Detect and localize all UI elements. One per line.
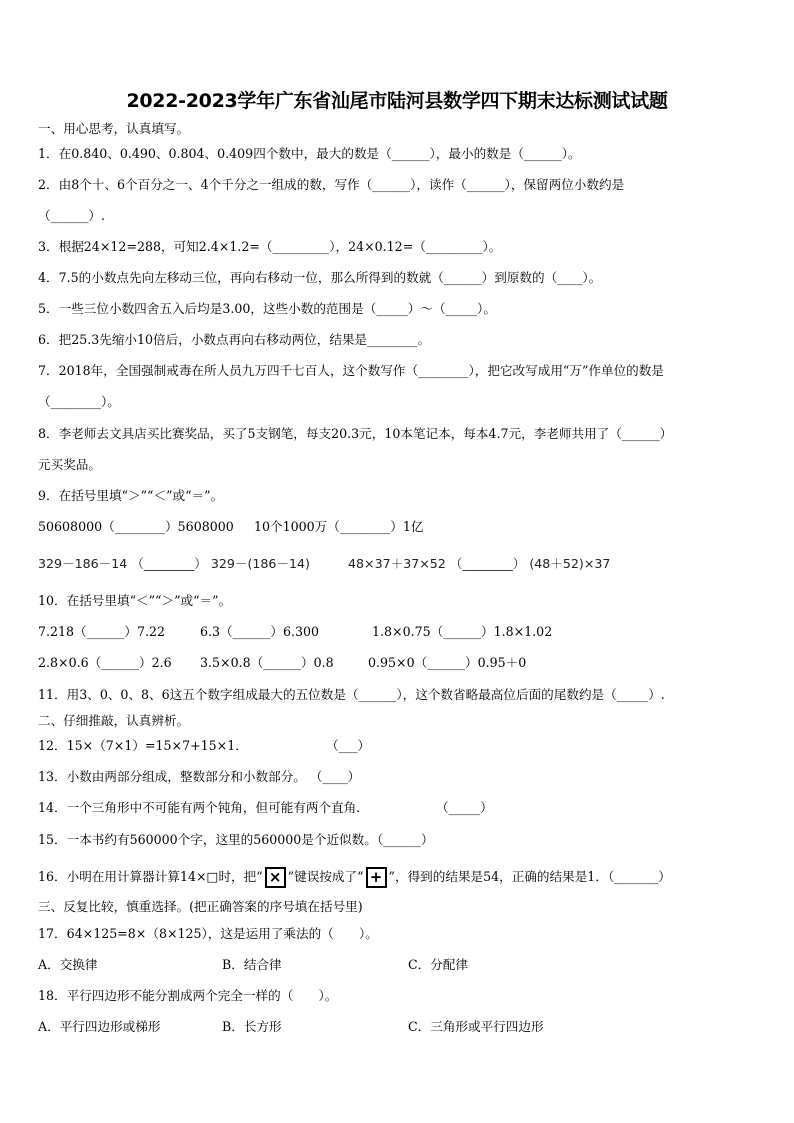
q16-text-end: ”，得到的结果是54，正确的结果是1．（_______）	[388, 869, 671, 884]
plus-key-icon: +	[366, 867, 387, 888]
q9-item-2: 10个1000万（________）1亿	[254, 519, 424, 534]
q18-option-b: B．长方形	[222, 1019, 282, 1034]
question-16	[38, 867, 671, 888]
question-5: 5．一些三位小数四舍五入后均是3.00，这些小数的范围是（_____）～（_____）。	[38, 301, 496, 316]
q18-option-a: A．平行四边形或梯形	[38, 1019, 161, 1034]
q14-answer-blank: （_____）	[436, 800, 493, 815]
multiply-key-icon: ×	[265, 867, 286, 888]
question-1: 1．在0.840、0.490、0.804、0.409四个数中，最大的数是（______），最小的数是（______）。	[38, 146, 581, 161]
question-6: 6．把25.3先缩小10倍后，小数点再向右移动两位，结果是________。	[38, 332, 431, 347]
question-3: 3．根据24×12=288，可知2.4×1.2=（_________），24×0.12=（_________）。	[38, 239, 502, 254]
question-14: 14．一个三角形中不可能有两个钝角，但可能有两个直角．	[38, 800, 369, 815]
question-13: 13．小数由两部分组成，整数部分和小数部分。 （____）	[38, 769, 361, 784]
q10-item-1: 7.218（______）7.22	[38, 624, 166, 639]
q10-item-3: 1.8×0.75（______）1.8×1.02	[372, 624, 553, 639]
section-heading-3: 三、反复比较，慎重选择。(把正确答案的序号填在括号里)	[38, 899, 363, 914]
question-2-line-1: 2．由8个十、6个百分之一、4个千分之一组成的数，写作（______），读作（______），保留两位小数约是	[38, 177, 625, 192]
question-7-line-2: （________）。	[38, 394, 120, 409]
question-15: 15．一本书约有560000个字，这里的560000是个近似数。（______）	[38, 832, 434, 847]
q9-item-3: 329－186－14 （________） 329－(186－14)	[38, 556, 310, 571]
q16-text-middle: ”键误按成了“	[287, 869, 364, 884]
section-heading-1: 一、用心思考，认真填写。	[38, 121, 190, 136]
q10-item-4: 2.8×0.6（______）2.6	[38, 655, 172, 670]
q17-option-a: A．交换律	[38, 957, 98, 972]
page-title: 2022-2023学年广东省汕尾市陆河县数学四下期末达标测试试题	[126, 90, 668, 112]
question-7-line-1: 7．2018年，全国强制戒毒在所人员九万四千七百人，这个数写作（________），把它改写成用“万”作单位的数是	[38, 363, 664, 378]
section-heading-2: 二、仔细推敲，认真辨析。	[38, 713, 190, 728]
q10-item-2: 6.3（______）6.300	[200, 624, 320, 639]
q16-text-start: 16．小明在用计算器计算14×□时，把“	[38, 869, 263, 884]
question-8-line-1: 8．李老师去文具店买比赛奖品，买了5支钢笔，每支20.3元，10本笔记本，每本4.7元，李老师共用了（______）	[38, 426, 673, 441]
question-9: 9．在括号里填“＞”“＜”或“＝”。	[38, 488, 224, 503]
question-12: 12．15×（7×1）=15×7+15×1．	[38, 738, 248, 753]
q9-item-1: 50608000（________）5608000	[38, 519, 234, 534]
question-17: 17．64×125=8×（8×125），这是运用了乘法的（ ）。	[38, 926, 378, 941]
question-4: 4．7.5的小数点先向左移动三位，再向右移动一位，那么所得到的数就（______）到原数的（____）。	[38, 270, 602, 285]
question-10: 10．在括号里填“＜”“＞”或“＝”。	[38, 593, 232, 608]
question-8-line-2: 元买奖品。	[38, 457, 101, 472]
question-2-line-2: （______）.	[38, 208, 105, 223]
q17-option-b: B．结合律	[222, 957, 282, 972]
q10-item-5: 3.5×0.8（______）0.8	[200, 655, 334, 670]
q17-option-c: C．分配律	[408, 957, 469, 972]
question-18: 18．平行四边形不能分割成两个完全一样的（ ）。	[38, 988, 338, 1003]
question-11: 11．用3、0、0、8、6这五个数字组成最大的五位数是（______），这个数省略最高位后面的尾数约是（_____）.	[38, 687, 665, 702]
q12-answer-blank: （___）	[326, 738, 371, 753]
q9-item-4: 48×37＋37×52 （________） (48＋52)×37	[348, 556, 611, 571]
q10-item-6: 0.95×0（______）0.95＋0	[368, 655, 527, 670]
q18-option-c: C．三角形或平行四边形	[408, 1019, 544, 1034]
